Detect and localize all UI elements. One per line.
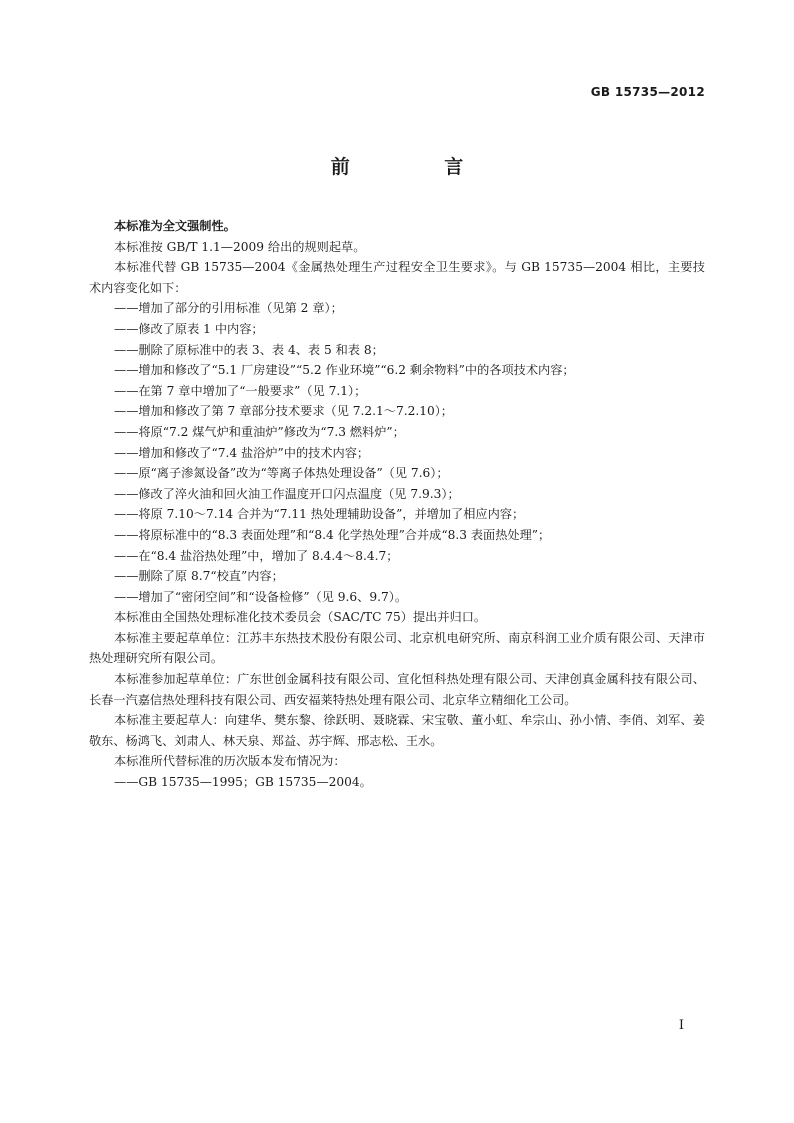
paragraph-drafting-rules: 本标准按 GB/T 1.1—2009 给出的规则起草。 [114,239,366,254]
change-item: ——原“离子渗氮设备”改为“等离子体热处理设备”（见 7.6）； [114,466,449,481]
change-item: ——在第 7 章中增加了“一般要求”（见 7.1）； [114,383,367,398]
change-item: ——删除了原标准中的表 3、表 4、表 5 和表 8； [114,342,384,357]
change-item: ——增加和修改了“7.4 盐浴炉”中的技术内容； [114,445,370,460]
change-item: ——删除了原 8.7“校直”内容； [114,569,284,584]
paragraph-edition-history: 本标准所代替标准的历次版本发布情况为： [114,754,346,769]
page-title: 前 言 [330,156,508,178]
change-item: ——修改了原表 1 中内容； [114,321,264,336]
change-item: ——将原标准中的“8.3 表面处理”和“8.4 化学热处理”合并成“8.3 表面热处理”； [114,527,551,542]
change-item: ——增加和修改了“5.1 厂房建设”“5.2 作业环境”“6.2 剩余物料”中的各项技术内容； [114,363,575,378]
edition-history-item: ——GB 15735—1995；GB 15735—2004。 [114,775,372,790]
paragraph-proposer: 本标准由全国热处理标准化技术委员会（SAC/TC 75）提出并归口。 [114,610,487,625]
change-item: ——在“8.4 盐浴热处理”中，增加了 8.4.4～8.4.7； [114,548,399,563]
change-item: ——修改了淬火油和回火油工作温度开口闪点温度（见 7.9.3）； [114,486,460,501]
change-item: ——增加和修改了第 7 章部分技术要求（见 7.2.1～7.2.10）； [114,404,453,419]
standard-code: GB 15735—2012 [590,85,705,99]
change-item: ——将原“7.2 煤气炉和重油炉”修改为“7.3 燃料炉”； [114,424,405,439]
paragraph-mandatory-statement: 本标准为全文强制性。 [114,219,236,233]
paragraph-main-drafting-units: 本标准主要起草单位：江苏丰东热技术股份有限公司、北京机电研究所、南京科润工业介质有限公司、天津市热处理研究所有限公司。 [89,630,705,666]
paragraph-replacement: 本标准代替 GB 15735—2004《金属热处理生产过程安全卫生要求》。与 GB 15735—2004 相比，主要技术内容变化如下： [89,260,705,295]
change-item: ——增加了部分的引用标准（见第 2 章）； [114,301,343,316]
paragraph-drafters: 本标准主要起草人：向建华、樊东黎、徐跃明、聂晓霖、宋宝敬、董小虹、牟宗山、孙小情、李俏、刘军、姜敬东、杨鸿飞、刘肃人、林天泉、郑益、苏宇辉、邢志松、王水。 [89,713,705,748]
foreword-body [89,216,705,793]
paragraph-participating-units: 本标准参加起草单位：广东世创金属科技有限公司、宣化恒科热处理有限公司、天津创真金属科技有限公司、长春一汽嘉信热处理科技有限公司、西安福莱特热处理有限公司、北京华立精细化工公司。 [89,672,705,707]
change-item: ——增加了“密闭空间”和“设备检修”（见 9.6、9.7）。 [114,589,408,604]
change-item: ——将原 7.10～7.14 合并为“7.11 热处理辅助设备”，并增加了相应内容； [114,507,525,522]
page-number: I [678,1018,684,1033]
